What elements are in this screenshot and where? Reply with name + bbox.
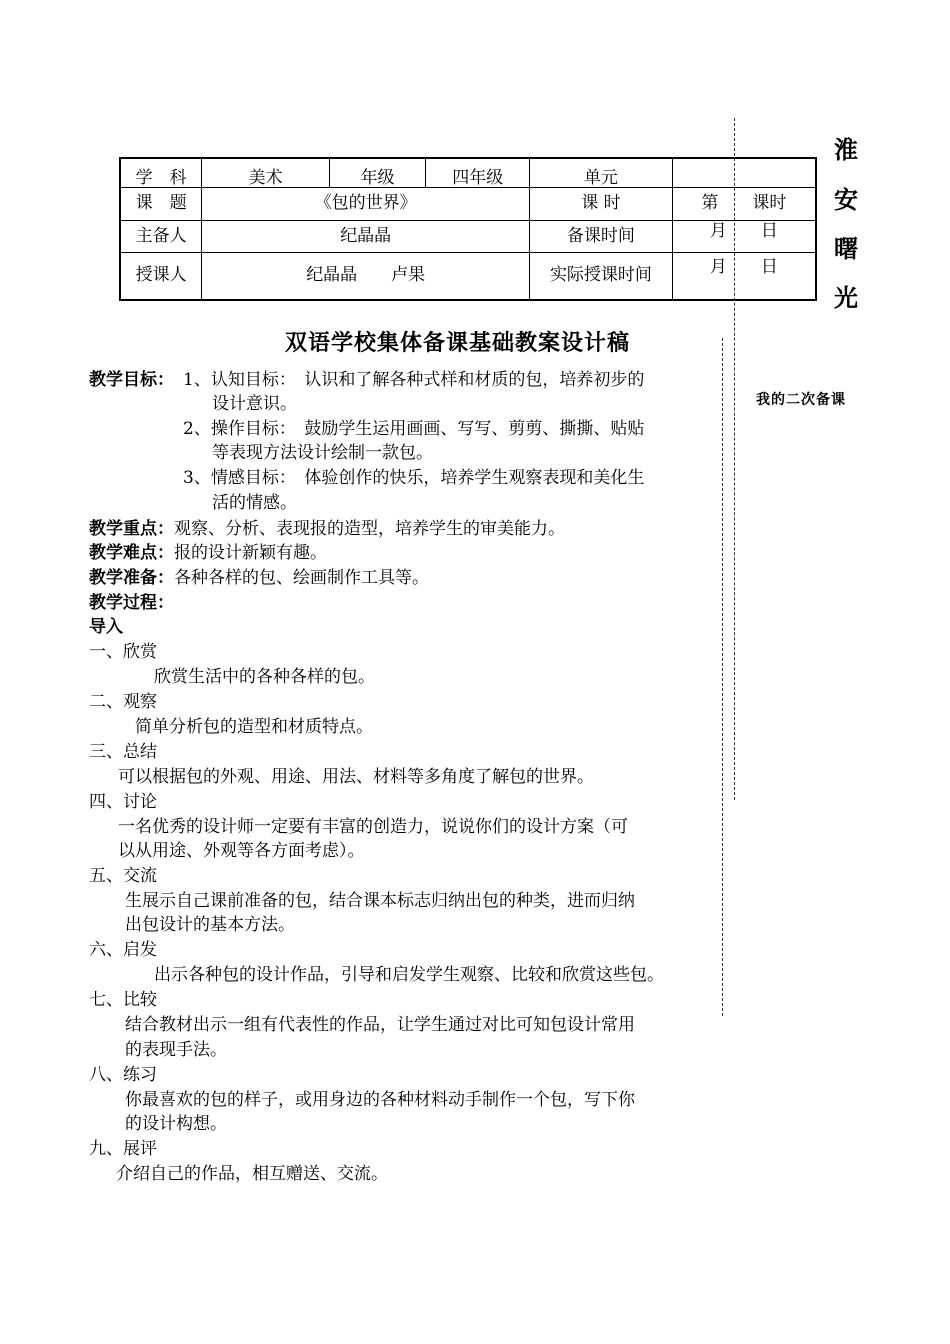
lead-teacher-value: 纪晶晶: [202, 220, 530, 252]
unit-value: [672, 158, 816, 187]
prep-time-value: 月 日: [672, 220, 816, 252]
school-name-char-2: 安: [834, 185, 858, 214]
step-4-text-2: 以从用途、外观等各方面考虑）。: [118, 841, 365, 861]
margin-dashed-line-upper: [734, 118, 735, 800]
step-8-text-2: 的设计构想。: [125, 1114, 227, 1134]
school-name-char-1: 淮: [834, 135, 858, 164]
step-5-text-2: 出包设计的基本方法。: [125, 915, 295, 935]
subject-label: 学 科: [120, 158, 202, 187]
grade-value: 四年级: [426, 158, 530, 187]
objective-1-line-2: 设计意识。: [212, 394, 297, 414]
second-prep-label: 我的二次备课: [756, 392, 846, 408]
objectives-label: 教学目标：: [89, 370, 174, 390]
topic-label: 课 题: [120, 187, 202, 220]
lead-teacher-label: 主备人: [120, 220, 202, 252]
step-6-heading: 六、启发: [89, 940, 157, 960]
objective-2-line-2: 等表现方法设计绘制一款包。: [212, 443, 433, 463]
school-name-char-4: 光: [834, 283, 858, 312]
step-7-text-2: 的表现手法。: [125, 1040, 227, 1060]
actual-time-value: 月 日: [672, 252, 816, 300]
preparation-label: 教学准备：: [89, 568, 174, 588]
period-value: 第 课时: [672, 187, 816, 220]
step-7-heading: 七、比较: [89, 990, 157, 1010]
step-2-heading: 二、观察: [89, 692, 157, 712]
topic-value: 《包的世界》: [202, 187, 530, 220]
unit-label: 单元: [530, 158, 673, 187]
objective-1-line-1: 1、认知目标： 认识和了解各种式样和材质的包，培养初步的: [183, 370, 645, 390]
step-9-text: 介绍自己的作品，相互赠送、交流。: [116, 1164, 388, 1184]
step-2-text: 简单分析包的造型和材质特点。: [135, 717, 373, 737]
objective-2-line-1: 2、操作目标： 鼓励学生运用画画、写写、剪剪、撕撕、贴贴: [183, 419, 645, 439]
preparation: [89, 567, 429, 589]
step-3-heading: 三、总结: [89, 742, 157, 762]
step-4-text-1: 一名优秀的设计师一定要有丰富的创造力，说说你们的设计方案（可: [118, 817, 628, 837]
key-points: [89, 518, 565, 540]
prep-time-label: 备课时间: [530, 220, 673, 252]
step-3-text: 可以根据包的外观、用途、用法、材料等多角度了解包的世界。: [118, 767, 594, 787]
step-8-heading: 八、练习: [89, 1065, 157, 1085]
step-7-text-1: 结合教材出示一组有代表性的作品，让学生通过对比可知包设计常用: [125, 1015, 635, 1035]
intro-label: 导入: [89, 617, 123, 637]
period-label: 课 时: [530, 187, 673, 220]
difficulties-text: 报的设计新颖有趣。: [174, 543, 327, 563]
objective-3-line-1: 3、情感目标： 体验创作的快乐，培养学生观察表现和美化生: [183, 468, 645, 488]
preparation-text: 各种各样的包、绘画制作工具等。: [174, 568, 429, 588]
step-1-text: 欣赏生活中的各种各样的包。: [154, 667, 375, 687]
step-8-text-1: 你最喜欢的包的样子，或用身边的各种材料动手制作一个包，写下你: [125, 1090, 635, 1110]
school-name-char-3: 曙: [834, 234, 858, 263]
step-5-text-1: 生展示自己课前准备的包，结合课本标志归纳出包的种类，进而归纳: [125, 891, 635, 911]
step-5-heading: 五、交流: [89, 866, 157, 886]
objective-3-line-2: 活的情感。: [212, 493, 297, 513]
key-points-label: 教学重点：: [89, 519, 174, 539]
teacher-label: 授课人: [120, 252, 202, 300]
step-4-heading: 四、讨论: [89, 792, 157, 812]
actual-time-label: 实际授课时间: [530, 252, 673, 300]
key-points-text: 观察、分析、表现报的造型，培养学生的审美能力。: [174, 519, 565, 539]
teacher-value: 纪晶晶 卢果: [202, 252, 530, 300]
difficulties-label: 教学难点：: [89, 543, 174, 563]
step-6-text: 出示各种包的设计作品，引导和启发学生观察、比较和欣赏这些包。: [154, 965, 664, 985]
document-title: 双语学校集体备课基础教案设计稿: [285, 330, 631, 356]
difficulties: [89, 542, 327, 564]
subject-value: 美术: [202, 158, 329, 187]
step-9-heading: 九、展评: [89, 1139, 157, 1159]
step-1-heading: 一、欣赏: [89, 642, 157, 662]
grade-label: 年级: [329, 158, 426, 187]
lesson-info-table: [119, 157, 817, 301]
margin-dashed-line-lower: [722, 338, 723, 1016]
process-label: 教学过程：: [89, 593, 174, 613]
